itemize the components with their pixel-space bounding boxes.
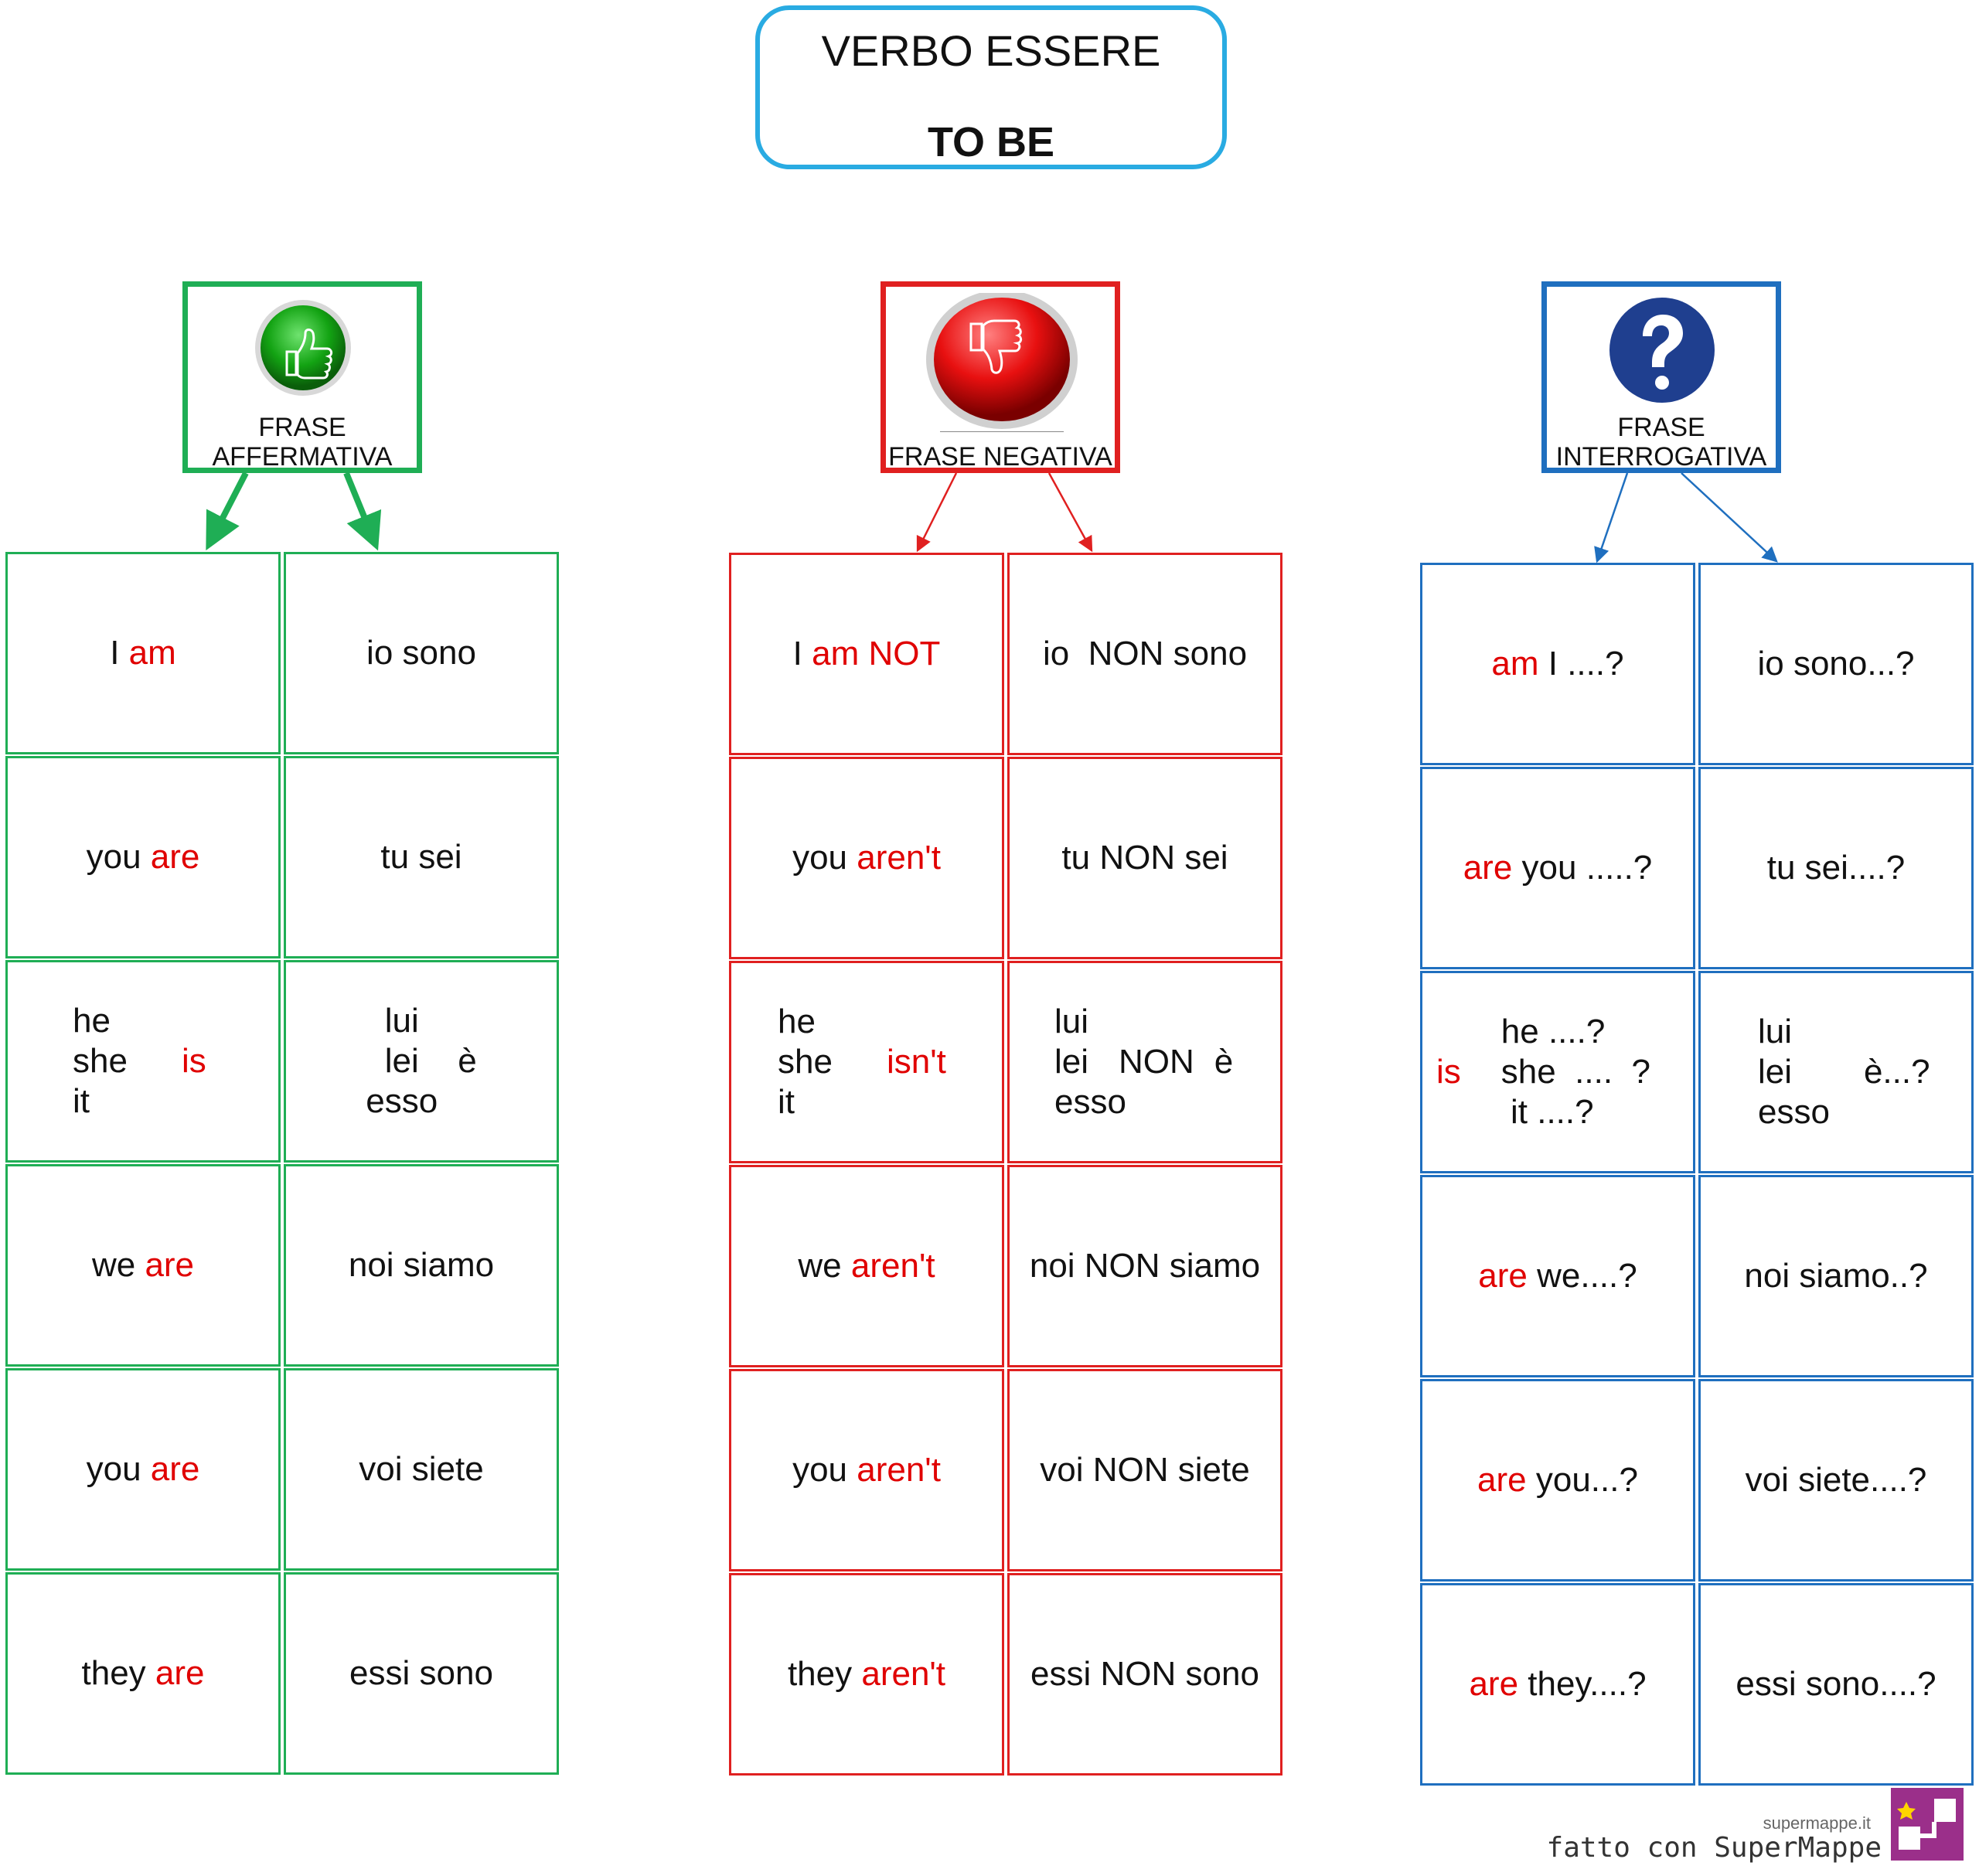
- en-pronoun: we: [798, 1247, 851, 1285]
- cell-aff-it: [284, 1368, 559, 1571]
- cell-int-it: [1698, 563, 1974, 765]
- en-verb: aren't: [850, 1247, 935, 1285]
- it-pronouns: lui lei esso: [366, 1002, 438, 1120]
- it-pronouns: lui lei esso: [1054, 1003, 1126, 1121]
- en-verb: aren't: [857, 1451, 941, 1489]
- it-text: essi sono....?: [1735, 1665, 1936, 1703]
- it-text: noi NON siamo: [1029, 1247, 1261, 1285]
- en-pronoun: you: [792, 839, 857, 877]
- cell-int-en: [1420, 1175, 1695, 1377]
- en-pronouns: he she it: [778, 1003, 833, 1121]
- cell-neg-en: [729, 553, 1004, 755]
- it-text: essi NON sono: [1030, 1655, 1259, 1693]
- footer-site[interactable]: supermappe.it: [1763, 1813, 1871, 1833]
- cell-neg-en: [729, 757, 1004, 959]
- cell-neg-en: [729, 961, 1004, 1163]
- en-verb: are: [1478, 1257, 1528, 1295]
- it-text: io sono: [366, 634, 476, 672]
- en-verb: are: [1463, 849, 1513, 887]
- logo-graphic: [1891, 1788, 1964, 1861]
- en-verb: are: [155, 1654, 205, 1692]
- footer-made-with[interactable]: fatto con SuperMappe: [1546, 1832, 1882, 1864]
- it-verb: è: [1214, 1043, 1234, 1081]
- header-negativa-label: FRASE NEGATIVA: [888, 442, 1112, 472]
- header-affermativa-label1: FRASE: [258, 413, 346, 442]
- it-text: voi siete....?: [1745, 1461, 1927, 1499]
- it-pronouns: lui lei esso: [1758, 1013, 1830, 1131]
- it-negation: NON: [1118, 1043, 1194, 1081]
- cell-aff-en: [5, 960, 281, 1163]
- en-pronoun: I: [792, 635, 812, 672]
- it-text: tu sei....?: [1766, 849, 1906, 887]
- cell-neg-it: [1007, 1573, 1282, 1776]
- en-rest: we....?: [1527, 1257, 1637, 1295]
- title-sub: TO BE: [927, 119, 1055, 165]
- arrow-neg-right: [1049, 473, 1092, 550]
- it-text: noi siamo..?: [1744, 1257, 1928, 1295]
- en-rest: they....?: [1518, 1665, 1647, 1703]
- en-verb: am NOT: [812, 635, 941, 672]
- en-pronoun: they: [787, 1655, 862, 1693]
- cell-aff-en: [5, 552, 281, 754]
- cell-aff-en: [5, 756, 281, 958]
- thumbs-down-icon: [925, 293, 1079, 432]
- cell-neg-en: [729, 1369, 1004, 1571]
- en-verb: are: [150, 838, 200, 876]
- en-verb: are: [1477, 1461, 1527, 1499]
- it-verb: è: [458, 1042, 477, 1080]
- it-text: tu sei: [380, 838, 462, 876]
- en-pronoun: you: [86, 838, 151, 876]
- en-pronoun: we: [91, 1246, 145, 1284]
- it-text: noi siamo: [348, 1246, 495, 1284]
- en-pronoun: you: [86, 1450, 151, 1488]
- cell-int-en: [1420, 1583, 1695, 1786]
- en-verb: am: [1491, 645, 1539, 683]
- cell-int-en: [1420, 767, 1695, 969]
- cell-neg-en: [729, 1573, 1004, 1776]
- it-verb: è...?: [1863, 1053, 1930, 1091]
- cell-int-it: [1698, 1379, 1974, 1581]
- en-verb: am: [128, 634, 176, 672]
- header-affermativa-label2: AFFERMATIVA: [212, 442, 393, 472]
- cell-aff-it: [284, 1164, 559, 1367]
- it-text: voi NON siete: [1040, 1451, 1250, 1489]
- cell-aff-it: [284, 756, 559, 958]
- header-interrogativa-label1: FRASE: [1617, 413, 1705, 442]
- en-verb: aren't: [857, 839, 941, 877]
- cell-neg-it: [1007, 757, 1282, 959]
- en-verb: are: [150, 1450, 200, 1488]
- cell-int-it: [1698, 1175, 1974, 1377]
- en-pronoun: you: [792, 1451, 857, 1489]
- en-verb: are: [1469, 1665, 1519, 1703]
- thumbs-up-icon: [253, 298, 353, 398]
- it-text: io NON sono: [1042, 635, 1248, 672]
- cell-int-it: [1698, 767, 1974, 969]
- title-main: VERBO ESSERE: [821, 26, 1161, 75]
- cell-int-it: [1698, 971, 1974, 1173]
- arrow-aff-right: [346, 473, 376, 545]
- en-verb: isn't: [886, 1043, 946, 1081]
- cell-neg-it: [1007, 1165, 1282, 1367]
- arrow-int-right: [1681, 473, 1776, 561]
- it-text: voi siete: [359, 1450, 484, 1488]
- en-rest: I ....?: [1538, 645, 1624, 683]
- arrow-int-left: [1597, 473, 1627, 561]
- cell-neg-it: [1007, 1369, 1282, 1571]
- cell-aff-it: [284, 960, 559, 1163]
- header-interrogativa-label2: INTERROGATIVA: [1555, 442, 1767, 472]
- cell-aff-it: [284, 552, 559, 754]
- it-text: essi sono: [349, 1654, 493, 1692]
- cell-int-it: [1698, 1583, 1974, 1786]
- cell-int-en: [1420, 971, 1695, 1173]
- cell-aff-it: [284, 1572, 559, 1775]
- en-verb: is: [1436, 1053, 1461, 1091]
- en-rest: you...?: [1526, 1461, 1638, 1499]
- cell-int-en: [1420, 1379, 1695, 1581]
- cell-neg-it: [1007, 553, 1282, 755]
- en-verb: are: [145, 1246, 195, 1284]
- cell-aff-en: [5, 1368, 281, 1571]
- cell-aff-en: [5, 1164, 281, 1367]
- en-verb: is: [181, 1042, 206, 1080]
- en-pronouns: he ....? she .... ? it ....?: [1500, 1013, 1650, 1131]
- arrow-aff-left: [209, 473, 246, 545]
- en-pronoun: I: [110, 634, 129, 672]
- en-pronouns: he she it: [73, 1002, 128, 1120]
- en-rest: you .....?: [1512, 849, 1653, 887]
- supermappe-logo-icon[interactable]: [1891, 1788, 1964, 1861]
- question-mark-icon: [1608, 296, 1716, 404]
- it-text: tu NON sei: [1061, 839, 1228, 877]
- cell-aff-en: [5, 1572, 281, 1775]
- cell-int-en: [1420, 563, 1695, 765]
- cell-neg-en: [729, 1165, 1004, 1367]
- en-pronoun: they: [81, 1654, 155, 1692]
- it-text: io sono...?: [1757, 645, 1915, 683]
- cell-neg-it: [1007, 961, 1282, 1163]
- en-verb: aren't: [861, 1655, 946, 1693]
- header-affermativa: [182, 281, 422, 473]
- arrow-neg-left: [918, 473, 956, 550]
- header-negativa: [881, 281, 1120, 473]
- header-interrogativa: [1541, 281, 1781, 473]
